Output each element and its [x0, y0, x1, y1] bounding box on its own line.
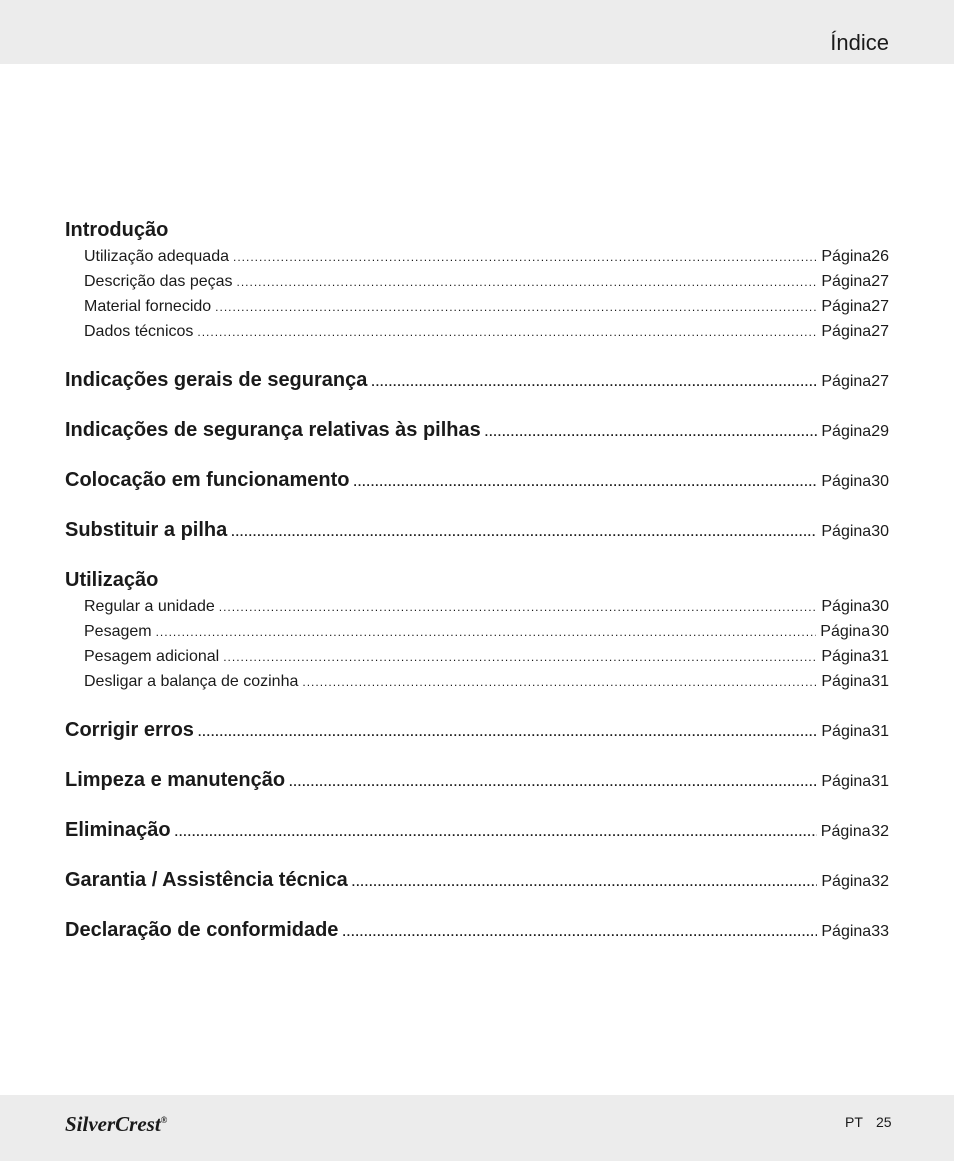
toc-page-number: 27 [871, 373, 889, 390]
spacer [65, 444, 889, 466]
brand-name: SilverCrest [65, 1112, 161, 1136]
toc-entry[interactable] [65, 294, 889, 319]
toc-section-title-row[interactable] [65, 566, 889, 594]
registered-mark: ® [160, 1115, 168, 1125]
dot-leader [175, 818, 817, 846]
toc-page-number: 29 [871, 423, 889, 440]
toc-section-row[interactable] [65, 516, 889, 544]
toc-page-number: 27 [871, 273, 889, 290]
spacer [65, 344, 889, 366]
toc-entry-label: Regular a unidade [84, 598, 215, 615]
page-word: Página [820, 823, 871, 840]
toc-page-number: 31 [871, 673, 889, 690]
dot-leader [237, 270, 818, 295]
spacer [65, 794, 889, 816]
toc-section-row[interactable] [65, 416, 889, 444]
page-word: Página [821, 923, 872, 940]
toc-section-title: Limpeza e manutenção [65, 769, 286, 791]
spacer [65, 894, 889, 916]
toc-page-number: 30 [871, 623, 889, 640]
toc-page-number: 26 [871, 248, 889, 265]
toc-entry-label: Dados técnicos [84, 323, 194, 340]
table-of-contents [65, 216, 889, 944]
toc-entry[interactable] [65, 644, 889, 669]
toc-section-title-row[interactable] [65, 216, 889, 244]
dot-leader [156, 620, 817, 645]
toc-section-title: Substituir a pilha [65, 519, 228, 541]
toc-page-number: 27 [871, 323, 889, 340]
toc-section [65, 566, 889, 694]
toc-page-number: 32 [871, 873, 889, 890]
toc-entry[interactable] [65, 244, 889, 269]
page-title: Índice [830, 30, 889, 55]
page-word: Página [821, 273, 872, 290]
page-word: Página [821, 323, 872, 340]
toc-entry[interactable] [65, 619, 889, 644]
spacer [65, 694, 889, 716]
toc-entry-label: Desligar a balança de cozinha [84, 673, 299, 690]
dot-leader [302, 670, 817, 695]
toc-section-title: Introdução [65, 219, 169, 241]
toc-page-number: 30 [871, 523, 889, 540]
spacer [65, 494, 889, 516]
toc-section-title: Indicações de segurança relativas às pilhas [65, 419, 481, 441]
dot-leader [223, 645, 817, 670]
toc-section-title: Declaração de conformidade [65, 919, 339, 941]
toc-page-number: 31 [871, 723, 889, 740]
dot-leader [485, 418, 818, 446]
toc-section-title: Corrigir erros [65, 719, 194, 741]
dot-leader [289, 768, 817, 796]
page-word: Página [821, 873, 872, 890]
spacer [65, 744, 889, 766]
toc-entry[interactable] [65, 669, 889, 694]
page-word: Página [820, 623, 871, 640]
page-word: Página [821, 298, 872, 315]
toc-entry[interactable] [65, 594, 889, 619]
toc-page-number: 31 [871, 648, 889, 665]
dot-leader [219, 595, 818, 620]
toc-page-number: 33 [871, 923, 889, 940]
toc-page-number: 31 [871, 773, 889, 790]
toc-page-number: 30 [871, 473, 889, 490]
toc-page-number: 27 [871, 298, 889, 315]
toc-entry-label: Descrição das peças [84, 273, 233, 290]
toc-section-row[interactable] [65, 716, 889, 744]
spacer [65, 394, 889, 416]
page-word: Página [821, 423, 872, 440]
dot-leader [233, 245, 817, 270]
page-word: Página [821, 723, 872, 740]
toc-section-title: Indicações gerais de segurança [65, 369, 368, 391]
toc-page-number: 30 [871, 598, 889, 615]
toc-section-title: Colocação em funcionamento [65, 469, 350, 491]
dot-leader [198, 718, 817, 746]
toc-entry[interactable] [65, 269, 889, 294]
page-word: Página [821, 373, 872, 390]
toc-entry-label: Material fornecido [84, 298, 212, 315]
toc-section-row[interactable] [65, 366, 889, 394]
toc-section-title: Utilização [65, 569, 159, 591]
toc-entry-label: Utilização adequada [84, 248, 229, 265]
toc-entry-label: Pesagem [84, 623, 152, 640]
dot-leader [354, 468, 818, 496]
toc-section-row[interactable] [65, 866, 889, 894]
spacer [65, 844, 889, 866]
dot-leader [197, 320, 817, 345]
page-word: Página [821, 598, 872, 615]
page-word: Página [821, 473, 872, 490]
dot-leader [352, 868, 818, 896]
toc-section-title: Garantia / Assistência técnica [65, 869, 348, 891]
dot-leader [342, 918, 817, 946]
toc-section [65, 216, 889, 344]
page-word: Página [821, 773, 872, 790]
toc-page-number: 32 [871, 823, 889, 840]
page-number: 25 [876, 1114, 892, 1130]
toc-section-row[interactable] [65, 466, 889, 494]
toc-entry[interactable] [65, 319, 889, 344]
dot-leader [231, 518, 817, 546]
page-word: Página [821, 523, 872, 540]
toc-section-row[interactable] [65, 766, 889, 794]
toc-entry-label: Pesagem adicional [84, 648, 220, 665]
brand-logo [65, 1112, 167, 1137]
page-word: Página [821, 648, 872, 665]
page-word: Página [821, 248, 872, 265]
spacer [65, 544, 889, 566]
toc-section-row[interactable] [65, 916, 889, 944]
language-code: PT [845, 1114, 863, 1130]
dot-leader [371, 368, 817, 396]
header-bar [0, 0, 954, 64]
dot-leader [215, 295, 817, 320]
toc-section-row[interactable] [65, 816, 889, 844]
page-word: Página [821, 673, 872, 690]
toc-section-title: Eliminação [65, 819, 171, 841]
